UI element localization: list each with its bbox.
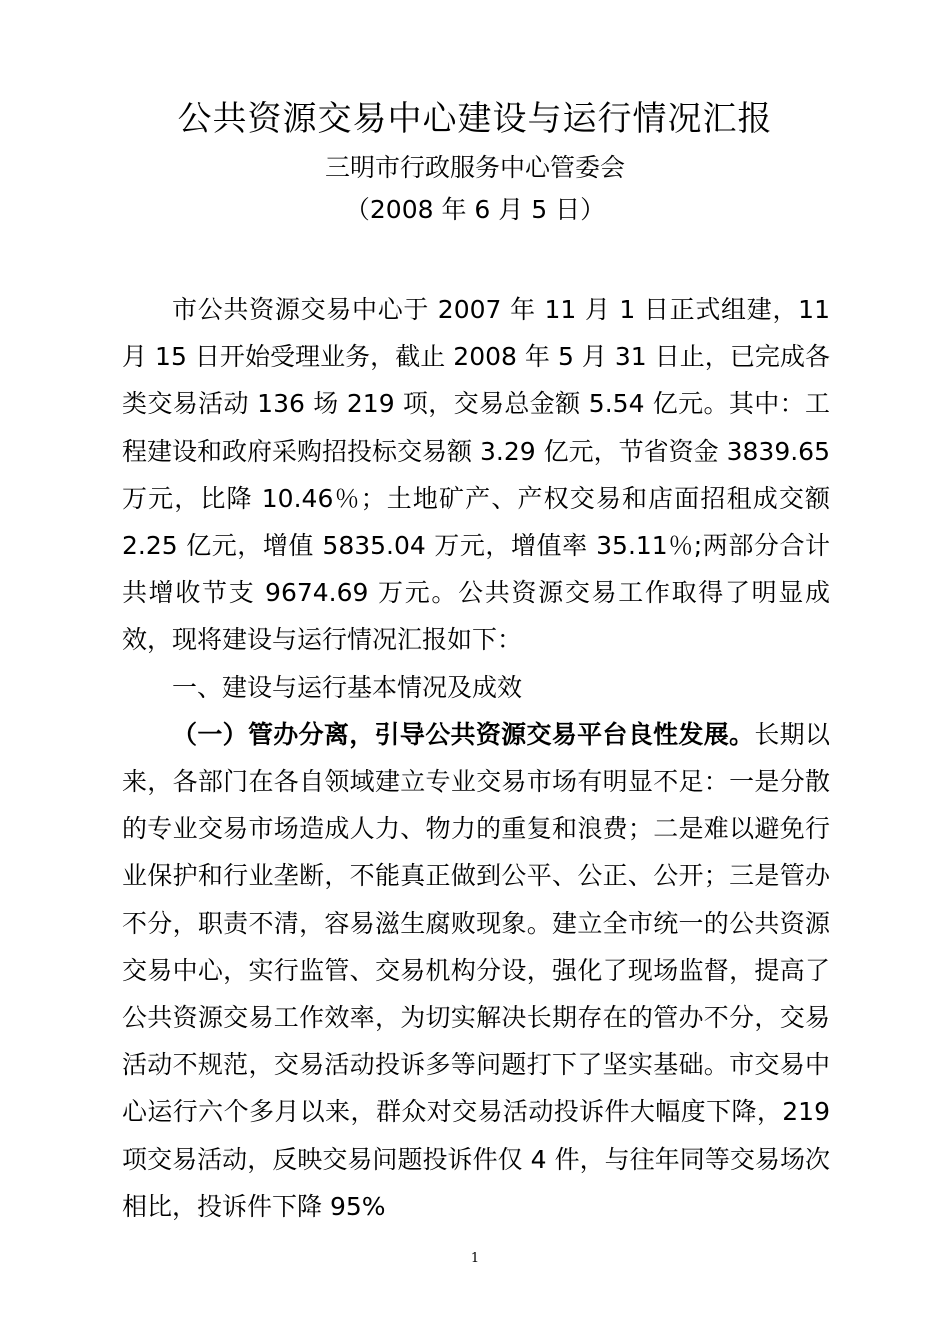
page-number: 1 xyxy=(470,1251,480,1266)
subsection-paragraph-1 xyxy=(122,711,830,1230)
subsection-text-1: 长期以来，各部门在各自领域建立专业交易市场有明显不足：一是分散的专业交易市场造成人力、物力的重复和浪费；二是难以避免行业保护和行业垄断，不能真正做到公平、公正、公开；三是管办不分，职责不清，容易滋生腐败现象。建立全市统一的公共资源交易中心，实行监管、交易机构分设，强化了现场监督，提高了公共资源交易工作效率，为切实解决长期存在的管办不分，交易活动不规范，交易活动投诉多等问题打下了坚实基础。市交易中心运行六个多月以来，群众对交易活动投诉件大幅度下降，219 项交易活动，反映交易问题投诉件仅 4 件，与往年同等交易场次相比，投诉件下降 95% xyxy=(122,719,830,1221)
document-organization: 三明市行政服务中心管委会 xyxy=(324,153,625,182)
subsection-lead-1: （一）管办分离，引导公共资源交易平台良性发展。 xyxy=(172,719,755,749)
document-body xyxy=(122,286,830,1230)
document-date: （2008 年 6 月 5 日） xyxy=(344,195,606,224)
document-title: 公共资源交易中心建设与运行情况汇报 xyxy=(177,99,773,139)
intro-paragraph: 市公共资源交易中心于 2007 年 11 月 1 日正式组建，11 月 15 日开始受理业务，截止 2008 年 5 月 31 日止，已完成各类交易活动 136 场 219 项，交易总金额 5.54 亿元。其中：工程建设和政府采购招投标交易额 3.29 亿元，节省资金 3839.65 万元，比降 10.46％；土地矿产、产权交易和店面招租成交额 2.25 亿元，增值 5835.04 万元，增值率 35.11％;两部分合计共增收节支 9674.69 万元。公共资源交易工作取得了明显成效，现将建设与运行情况汇报如下： xyxy=(122,295,830,655)
section-heading-1: 一、建设与运行基本情况及成效 xyxy=(172,672,523,702)
